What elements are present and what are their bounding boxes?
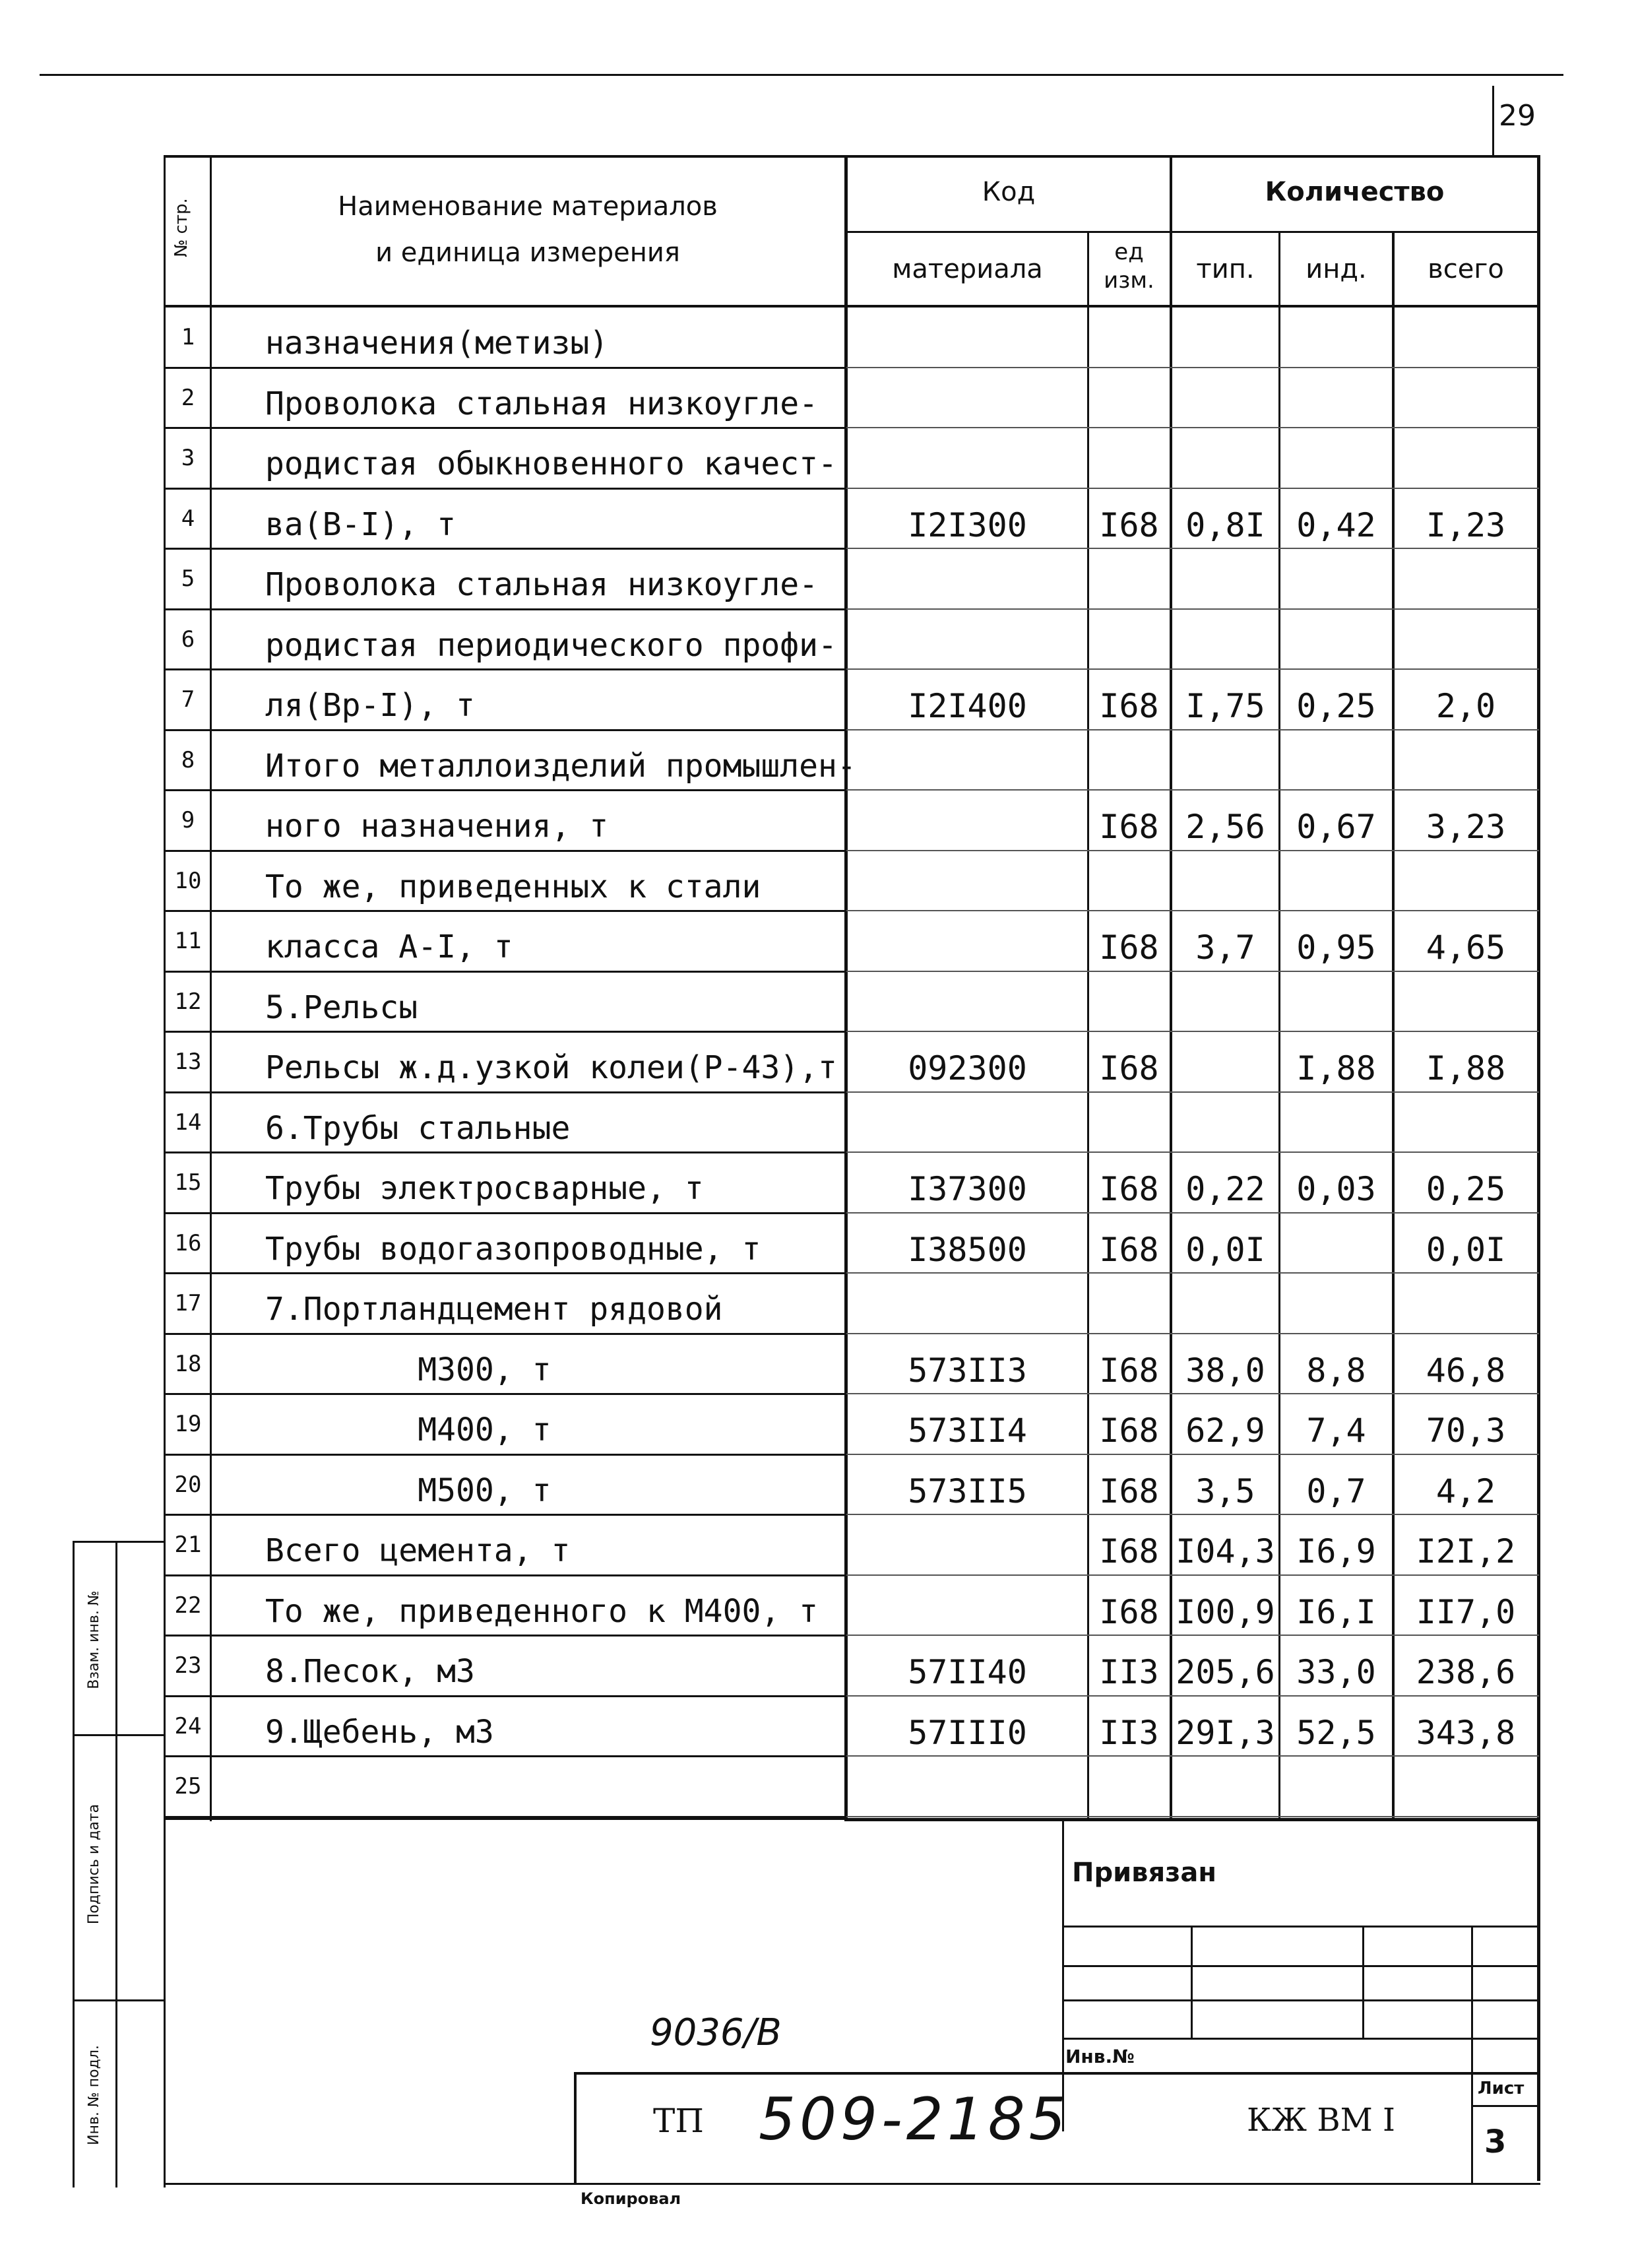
row-number: 21: [174, 1532, 202, 1558]
cell-total: 4,2: [1435, 1472, 1496, 1510]
row-number: 14: [174, 1109, 202, 1136]
cell-code: I2I300: [908, 505, 1027, 544]
cell-unit: I68: [1099, 1170, 1159, 1208]
cell-unit: II3: [1099, 1713, 1159, 1752]
row-number: 7: [181, 686, 195, 713]
row-number: 16: [174, 1229, 202, 1256]
cell-ind: 0,67: [1296, 808, 1376, 846]
cell-name: родистая периодического профи-: [265, 626, 837, 664]
cell-unit: I68: [1099, 808, 1159, 846]
cell-total: 70,3: [1426, 1411, 1506, 1450]
row-number: 15: [174, 1169, 202, 1196]
row-number: 5: [181, 566, 195, 592]
page-number: 29: [1499, 99, 1536, 133]
cell-typ: 0,8I: [1185, 505, 1265, 544]
cell-name: класса А-I, т: [265, 928, 513, 965]
cell-total: I2I,2: [1416, 1532, 1516, 1571]
cell-name: 5.Рельсы: [265, 988, 418, 1026]
row-number: 2: [181, 384, 195, 411]
cell-unit: I68: [1099, 1592, 1159, 1631]
cell-name: родистая обыкновенного качест-: [265, 445, 837, 482]
row-number: 23: [174, 1652, 202, 1679]
cell-ind: 33,0: [1296, 1653, 1376, 1691]
header-code-unit-1: ед: [1114, 239, 1144, 265]
row-number: 8: [181, 746, 195, 773]
cell-total: 3,23: [1426, 808, 1506, 846]
header-qty-total: всего: [1428, 254, 1504, 284]
stamp-handwritten-ref: 9036/В: [650, 2011, 782, 2054]
cell-name: ва(В-I), т: [265, 505, 456, 543]
cell-unit: I68: [1099, 1472, 1159, 1510]
row-number: 13: [174, 1049, 202, 1075]
cell-name: Итого металлоизделий промышлен-: [265, 747, 856, 785]
cell-ind: 0,25: [1296, 687, 1376, 725]
header-code-unit-2: изм.: [1104, 267, 1154, 294]
cell-name: 6.Трубы стальные: [265, 1109, 571, 1147]
cell-code: 57II40: [908, 1653, 1027, 1691]
row-number: 18: [174, 1350, 202, 1377]
cell-unit: I68: [1099, 1230, 1159, 1269]
cell-total: 238,6: [1416, 1653, 1516, 1691]
cell-unit: I68: [1099, 505, 1159, 544]
cell-code: 57III0: [908, 1713, 1027, 1752]
row-number: 20: [174, 1471, 202, 1498]
cell-ind: I6,I: [1296, 1592, 1376, 1631]
cell-total: 4,65: [1426, 928, 1506, 967]
row-number: 12: [174, 988, 202, 1015]
cell-name: Проволока стальная низкоугле-: [265, 566, 819, 603]
row-number: 10: [174, 867, 202, 894]
cell-total: 0,0I: [1426, 1230, 1506, 1269]
cell-total: 343,8: [1416, 1713, 1516, 1752]
cell-name: То же, приведенных к стали: [265, 868, 761, 905]
cell-typ: 205,6: [1176, 1653, 1275, 1691]
cell-ind: 7,4: [1306, 1411, 1366, 1450]
row-number: 9: [181, 807, 195, 833]
stamp-sheet-number: 3: [1484, 2123, 1507, 2160]
cell-unit: I68: [1099, 687, 1159, 725]
cell-name: Всего цемента, т: [265, 1532, 571, 1569]
cell-name: ного назначения, т: [265, 808, 609, 845]
stamp-privyazan: Привязан: [1072, 1858, 1217, 1888]
cell-typ: I04,3: [1176, 1532, 1275, 1571]
row-number: 1: [181, 324, 195, 350]
stamp-tp-label: ТП: [653, 2102, 704, 2140]
stamp-tp-number: 509-2185: [759, 2085, 1070, 2153]
cell-name: Трубы электросварные, т: [265, 1170, 704, 1207]
cell-total: 46,8: [1426, 1351, 1506, 1390]
cell-name: М300, т: [265, 1351, 551, 1388]
row-number: 17: [174, 1290, 202, 1316]
side-label-inv-podl: Инв. № подл.: [86, 2045, 102, 2145]
cell-name: назначения(метизы): [265, 325, 609, 362]
cell-ind: I,88: [1296, 1049, 1376, 1087]
row-number: 24: [174, 1712, 202, 1739]
cell-typ: 2,56: [1185, 808, 1265, 846]
cell-typ: 0,22: [1185, 1170, 1265, 1208]
cell-unit: I68: [1099, 1411, 1159, 1450]
cell-code: 573II4: [908, 1411, 1027, 1450]
row-number: 6: [181, 626, 195, 653]
cell-total: 0,25: [1426, 1170, 1506, 1208]
cell-code: I38500: [908, 1230, 1027, 1269]
cell-typ: 38,0: [1185, 1351, 1265, 1390]
cell-unit: I68: [1099, 1351, 1159, 1390]
row-number: 3: [181, 445, 195, 471]
cell-total: II7,0: [1416, 1592, 1516, 1631]
cell-name: М500, т: [265, 1472, 551, 1509]
cell-typ: 62,9: [1185, 1411, 1265, 1450]
cell-name: 9.Щебень, м3: [265, 1713, 494, 1751]
cell-typ: 3,5: [1195, 1472, 1255, 1510]
cell-name: Трубы водогазопроводные, т: [265, 1230, 761, 1268]
row-number: 25: [174, 1773, 202, 1799]
stamp-copied: Копировал: [581, 2189, 681, 2208]
cell-typ: 0,0I: [1185, 1230, 1265, 1269]
cell-typ: 29I,3: [1176, 1713, 1275, 1752]
header-code-material: материала: [892, 254, 1043, 284]
cell-ind: 0,42: [1296, 505, 1376, 544]
cell-name: Проволока стальная низкоугле-: [265, 385, 819, 422]
cell-ind: 0,03: [1296, 1170, 1376, 1208]
cell-name: То же, приведенного к М400, т: [265, 1592, 819, 1630]
cell-code: I2I400: [908, 687, 1027, 725]
cell-total: I,88: [1426, 1049, 1506, 1087]
header-code: Код: [982, 177, 1036, 207]
row-number: 22: [174, 1592, 202, 1619]
side-label-vzam-inv: Взам. инв. №: [86, 1590, 102, 1689]
cell-unit: I68: [1099, 928, 1159, 967]
header-qty-ind: инд.: [1306, 254, 1367, 284]
header-name-line2: и единица измерения: [375, 238, 680, 268]
cell-ind: 8,8: [1306, 1351, 1366, 1390]
cell-unit: I68: [1099, 1532, 1159, 1571]
stamp-sheet-label: Лист: [1478, 2079, 1525, 2098]
cell-name: М400, т: [265, 1411, 551, 1448]
header-qty: Количество: [1265, 177, 1445, 207]
cell-unit: I68: [1099, 1049, 1159, 1087]
cell-typ: 3,7: [1195, 928, 1255, 967]
cell-name: Рельсы ж.д.узкой колеи(Р-43),т: [265, 1049, 837, 1086]
row-number: 19: [174, 1411, 202, 1437]
cell-code: I37300: [908, 1170, 1027, 1208]
cell-code: 573II5: [908, 1472, 1027, 1510]
cell-typ: I00,9: [1176, 1592, 1275, 1631]
cell-name: 8.Песок, м3: [265, 1653, 475, 1690]
header-qty-typ: тип.: [1196, 254, 1255, 284]
row-number: 11: [174, 928, 202, 954]
cell-ind: 0,95: [1296, 928, 1376, 967]
cell-unit: II3: [1099, 1653, 1159, 1691]
cell-total: 2,0: [1435, 687, 1496, 725]
header-name-line1: Наименование материалов: [338, 191, 718, 222]
cell-code: 573II3: [908, 1351, 1027, 1390]
header-rownum: № стр.: [172, 198, 191, 257]
stamp-inv-no: Инв.№: [1065, 2046, 1135, 2067]
cell-code: 092300: [908, 1049, 1027, 1087]
row-number: 4: [181, 505, 195, 532]
stamp-doc-code: КЖ ВМ I: [1247, 2102, 1395, 2139]
cell-ind: 52,5: [1296, 1713, 1376, 1752]
cell-name: ля(Вр-I), т: [265, 687, 475, 724]
cell-ind: I6,9: [1296, 1532, 1376, 1571]
cell-typ: I,75: [1185, 687, 1265, 725]
cell-total: I,23: [1426, 505, 1506, 544]
cell-name: 7.Портландцемент рядовой: [265, 1291, 723, 1328]
cell-ind: 0,7: [1306, 1472, 1366, 1510]
side-label-podpis-data: Подпись и дата: [86, 1803, 102, 1925]
